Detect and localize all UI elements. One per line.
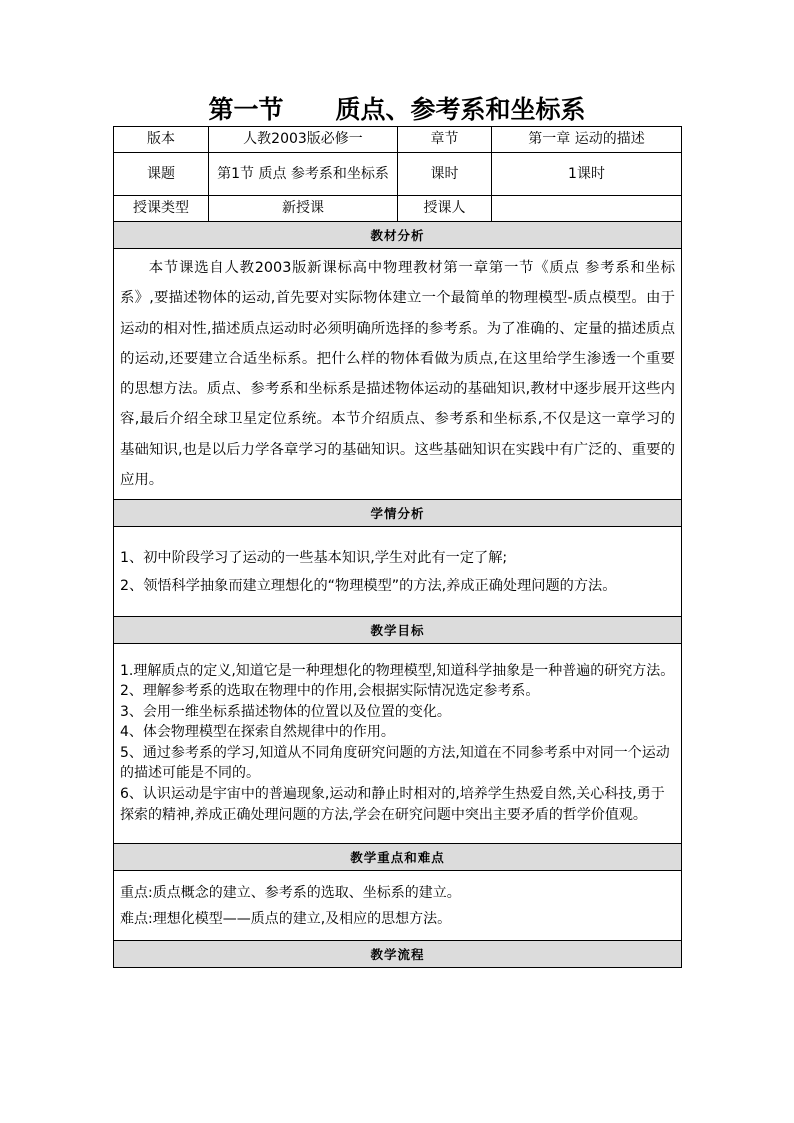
type-label: 授课类型 bbox=[114, 196, 209, 222]
teacher-label: 授课人 bbox=[398, 196, 492, 222]
section-topic: 质点、参考系和坐标系 bbox=[335, 95, 586, 124]
chapter-label: 章节 bbox=[398, 127, 492, 153]
textbook-analysis-heading: 教材分析 bbox=[114, 222, 682, 249]
lesson-plan-table bbox=[113, 126, 682, 968]
list-item: 1、初中阶段学习了运动的一些基本知识,学生对此有一定了解; bbox=[120, 549, 508, 566]
edition-label: 版本 bbox=[114, 127, 209, 153]
page-title bbox=[0, 90, 794, 126]
objectives-heading: 教学目标 bbox=[114, 617, 682, 644]
list-item: 5、通过参考系的学习,知道从不同角度研究问题的方法,知道在不同参考系中对同一个运动的描述可能是不同的。 bbox=[120, 744, 670, 782]
student-analysis-heading: 学情分析 bbox=[114, 500, 682, 527]
key-points-body bbox=[114, 871, 682, 941]
type-value: 新授课 bbox=[209, 196, 398, 222]
textbook-analysis-body: 本节课选自人教2003版新课标高中物理教材第一章第一节《质点 参考系和坐标系》,要描述物体的运动,首先要对实际物体建立一个最简单的物理模型-质点模型。由于运动的相对性,描述质点运动时必须明确所选择的参考系。为了准确的、定量的描述质点的运动,还要建立合适坐标系。把什么样的物体看做为质点,在这里给学生渗透一个重要的思想方法。质点、参考系和坐标系是描述物体运动的基础知识,教材中逐步展开这些内容,最后介绍全球卫星定位系统。本节介绍质点、参考系和坐标系,不仅是这一章学习的基础知识,也是以后力学各章学习的基础知识。这些基础知识在实践中有广泛的、重要的应用。 bbox=[114, 249, 682, 500]
teacher-value bbox=[492, 196, 682, 222]
subject-value: 第1节 质点 参考系和坐标系 bbox=[209, 153, 398, 196]
list-item: 4、体会物理模型在探索自然规律中的作用。 bbox=[120, 724, 395, 741]
difficult-point: 难点:理想化模型——质点的建立,及相应的思想方法。 bbox=[120, 910, 452, 927]
objectives-body bbox=[114, 644, 682, 844]
key-points-heading: 教学重点和难点 bbox=[114, 844, 682, 871]
process-heading: 教学流程 bbox=[114, 941, 682, 968]
list-item: 1.理解质点的定义,知道它是一种理想化的物理模型,知道科学抽象是一种普遍的研究方法。 bbox=[120, 662, 675, 679]
student-analysis-body bbox=[114, 527, 682, 617]
edition-value: 人教2003版必修一 bbox=[209, 127, 398, 153]
subject-label: 课题 bbox=[114, 153, 209, 196]
section-number: 第一节 bbox=[208, 95, 284, 124]
hours-label: 课时 bbox=[398, 153, 492, 196]
list-item: 2、领悟科学抽象而建立理想化的“物理模型”的方法,养成正确处理问题的方法。 bbox=[120, 577, 617, 594]
list-item: 3、会用一维坐标系描述物体的位置以及位置的变化。 bbox=[120, 703, 451, 720]
list-item: 2、理解参考系的选取在物理中的作用,会根据实际情况选定参考系。 bbox=[120, 683, 540, 700]
hours-value: 1课时 bbox=[492, 153, 682, 196]
key-point: 重点:质点概念的建立、参考系的选取、坐标系的建立。 bbox=[120, 884, 461, 901]
list-item: 6、认识运动是宇宙中的普遍现象,运动和静止时相对的,培养学生热爱自然,关心科技,勇于探索的精神,养成正确处理问题的方法,学会在研究问题中突出主要矛盾的哲学价值观。 bbox=[120, 786, 665, 823]
chapter-value: 第一章 运动的描述 bbox=[492, 127, 682, 153]
